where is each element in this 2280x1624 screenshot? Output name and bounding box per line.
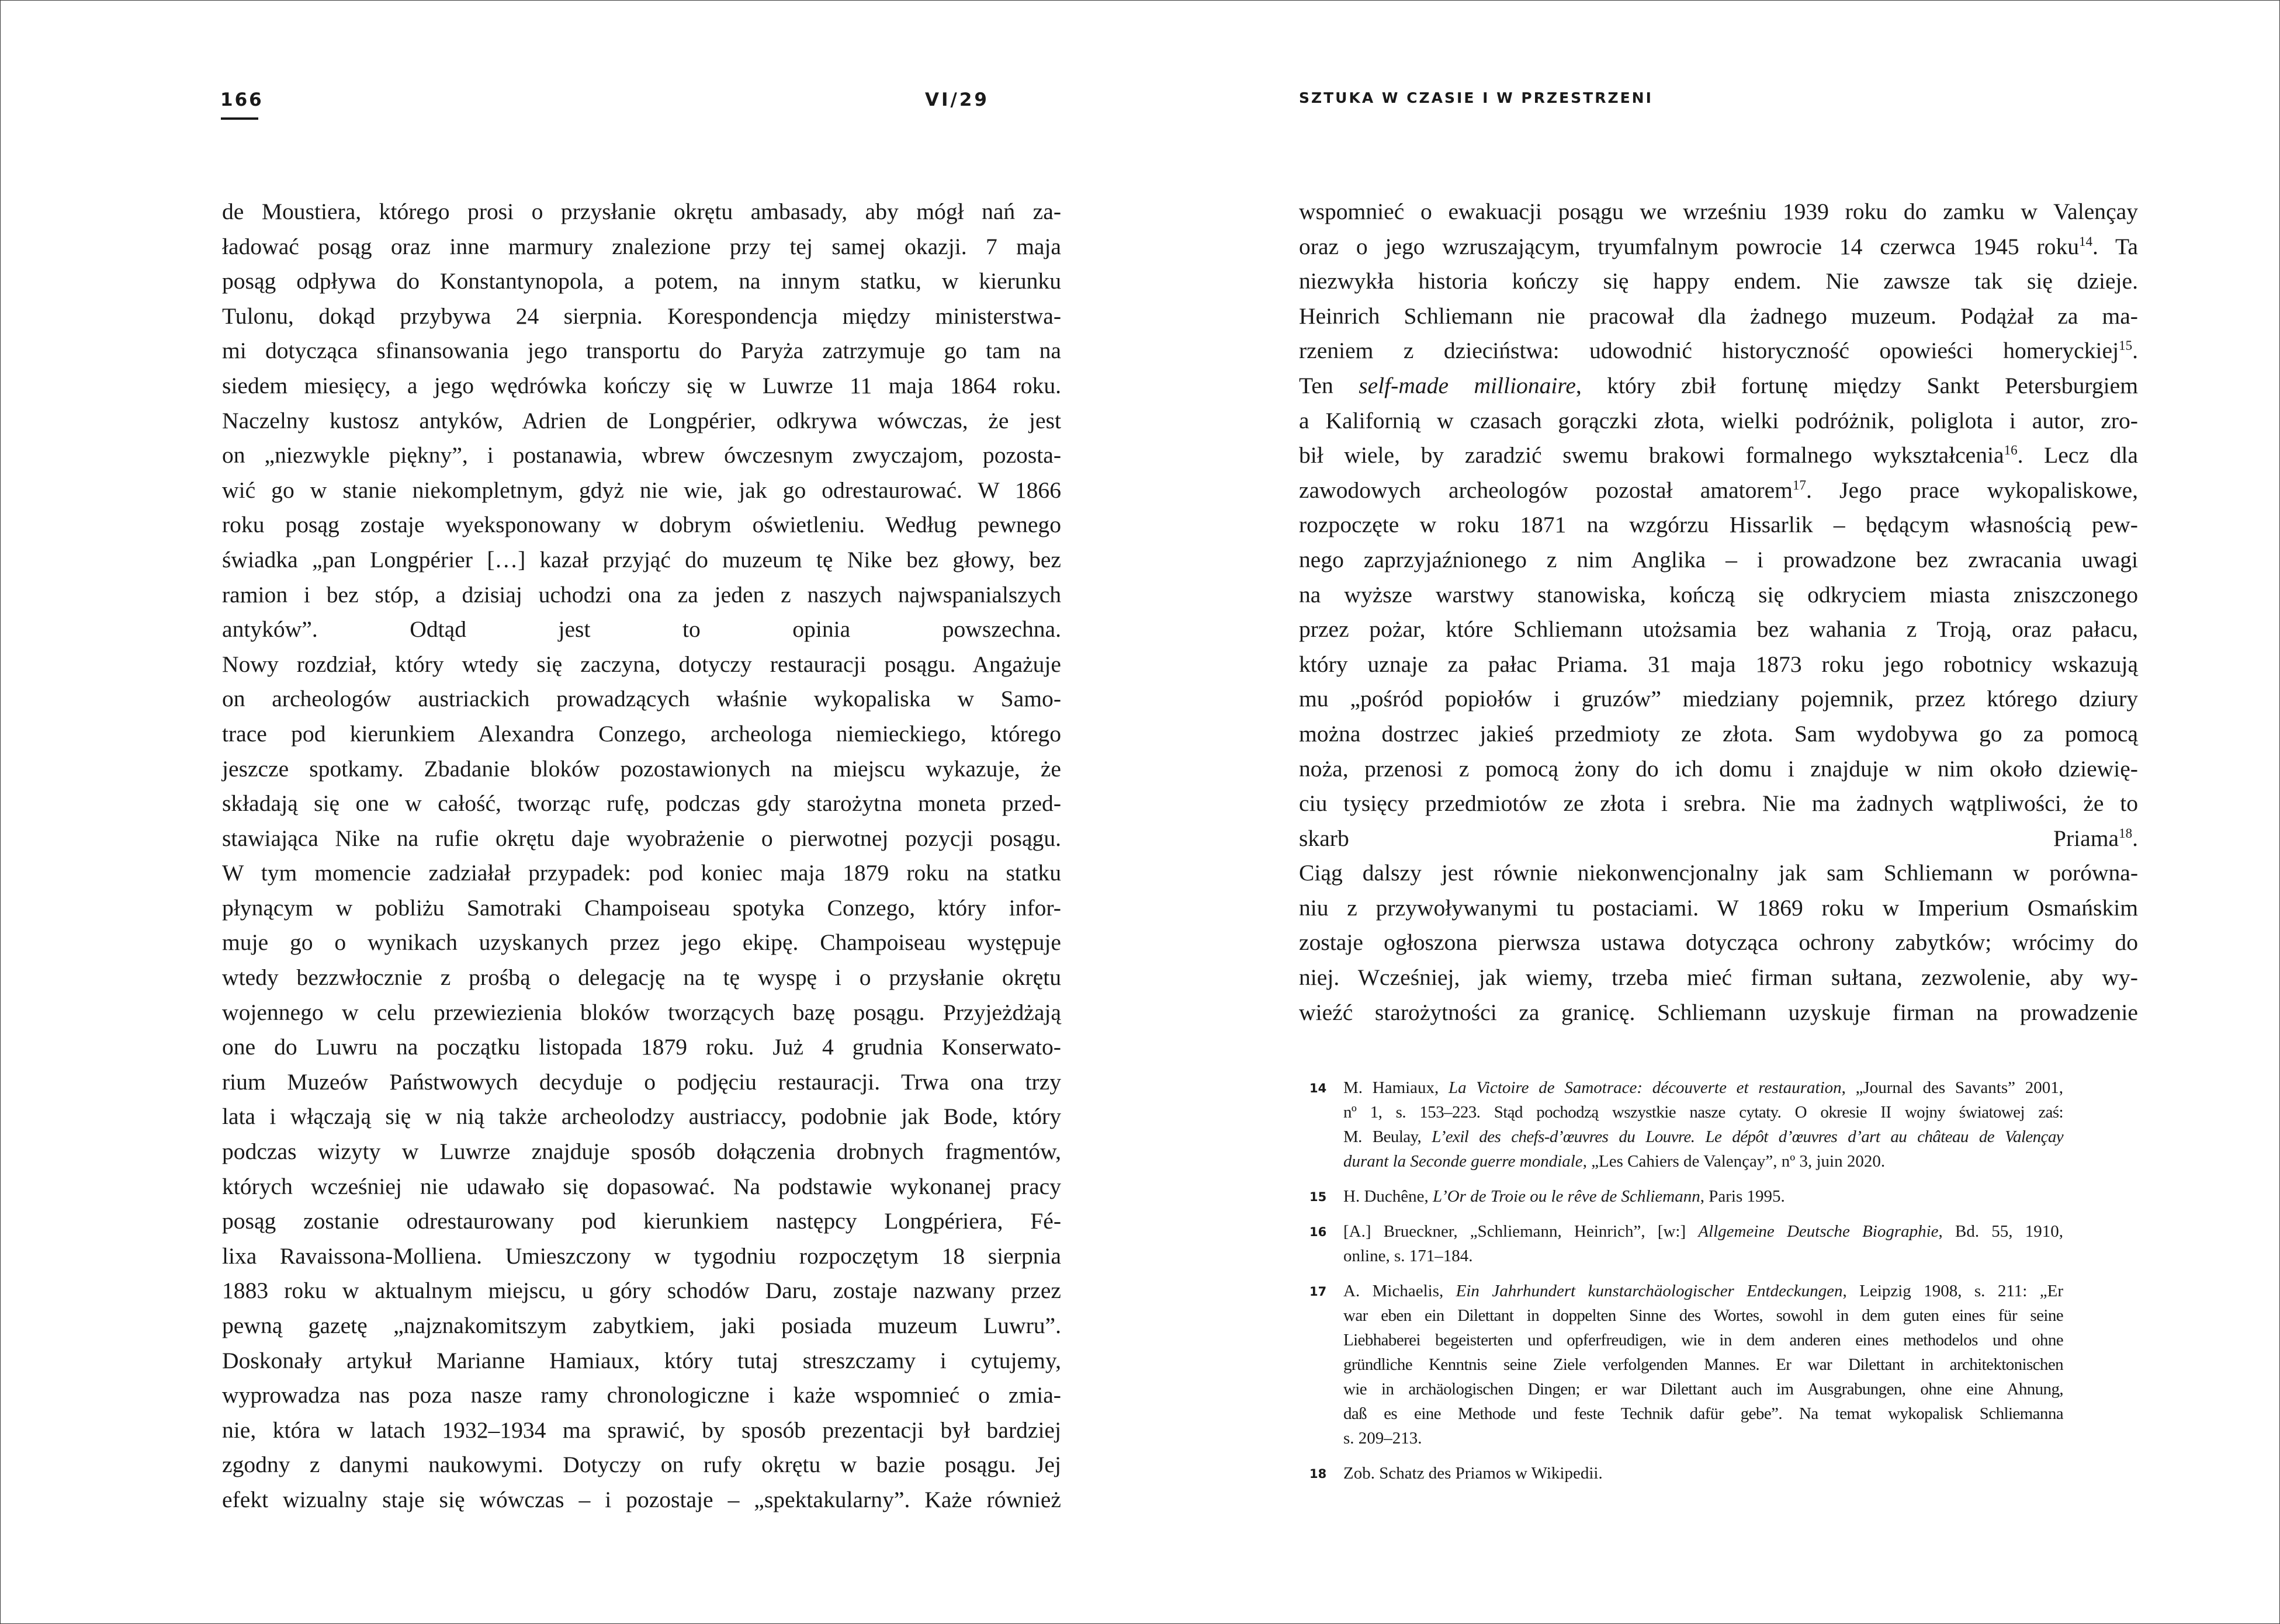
footnote-ref-16[interactable]: 16 [2004,442,2018,457]
footnote-ref-18[interactable]: 18 [2119,825,2133,841]
footnotes [1309,1075,2063,1496]
right-paragraph-1: wspomnieć o ewakuacji posągu we wrześniu 1939 roku do zamku w Valençay oraz o jego wzruszającym, tryumfalnym powrocie 14 czerwca 1945 roku$^{14}$. Ta niezwykła historia kończy się happy endem. Nie zawsze tak się dzieje. [1299,199,2138,294]
page-number-rule [221,117,258,120]
left-text-column [222,195,1061,1518]
issue-number: VI/29 [925,89,989,110]
footnote-ref-14[interactable]: 14 [2079,234,2093,249]
right-paragraph-3: Ciąg dalszy jest równie niekonwencjonalny jak sam Schliemann w porówna- niu z przywoływanymi tu postaciami. W 1869 roku w Imperium Osmańskim zostaje ogłoszona pierwsza ustawa dotycząca ochrony zabytków; wrócimy do niej. Wcześniej, jak wiemy, trzeba mieć firman sułtana, zezwolenie, aby wy- wieźć starożytności za granicę. Schliemann uzyskuje firman na prowadzenie [1299,860,2138,1025]
left-paragraph-3: W tym momencie zadziałał przypadek: pod koniec maja 1879 roku na statku płynącym w pobliżu Samotraki Champoiseau spotyka Conzego, który infor- muje go o wynikach uzyskanych przez jego ekipę. Champoiseau występuje wtedy bezzwłocznie z prośbą o delegację na tę wyspę i o przysłanie okrętu wojennego w celu przewiezienia bloków tworzących bazę posągu. Przyjeżdżają one do Luwru na początku listopada 1879 roku. Już 4 grudnia Konserwato- rium Muzeów Państwowych decyduje o podjęciu restauracji. Trwa ona trzy lata i włączają się w nią także archeolodzy austriaccy, podobnie jak Bode, który podczas wizyty w Luwrze znajduje sposób dołączenia drobnych fragmentów, których wcześniej nie udawało się dopasować. Na podstawie wykonanej pracy posąg zostanie odrestaurowany pod kierunkiem następcy Longpériera, Fé- lixa Ravaissona-Molliena. Umieszczony w tygodniu rozpoczętym 18 sierpnia 1883 roku w aktualnym miejscu, u góry schodów Daru, zostaje nazwany przez pewną gazetę „najznakomitszym zabytkiem, jaki posiada muzeum Luwru”. [222,860,1061,1338]
left-paragraph-4: Doskonały artykuł Marianne Hamiaux, który tutaj streszczamy i cytujemy, wyprowadza nas poza nasze ramy chronologiczne i każe wspomnieć o zmia- nie, która w latach 1932–1934 ma sprawić, by sposób prezentacji był bardziej zgodny z danymi naukowymi. Dotyczy on rufy okrętu w bazie posągu. Jej efekt wizualny staje się wówczas – i pozostaje – „spektakularny”. Każe również [222,1347,1061,1512]
running-title: SZTUKA W CZASIE I W PRZESTRZENI [1299,89,1653,106]
footnote-16: 16 [A.] Brueckner, „Schliemann, Heinrich”, [w:] Allgemeine Deutsche Biographie, Bd. 55, 1910, online, s. 171–184. [1309,1219,2063,1268]
right-paragraph-2: Heinrich Schliemann nie pracował dla żadnego muzeum. Podążał za ma- rzeniem z dzieciństwa: udowodnić historyczność opowieści homeryckiej$^{15}$. Ten self-made millionaire, który zbił fortunę między Sankt Petersburgiem a Kalifornią w czasach gorączki złota, wielki podróżnik, poliglota i autor, zro- bił wiele, by zaradzić swemu brakowi formalnego wykształcenia$^{16}$. Lecz dla zawodowych archeologów pozostał amatorem$^{17}$. Jego prace wykopaliskowe, rozpoczęte w roku 1871 na wzgórzu Hissarlik – będącym własnością pew- nego zaprzyjaźnionego z nim Anglika – i prowadzone bez zwracania uwagi na wyższe warstwy stanowiska, kończą się odkryciem miasta zniszczonego przez pożar, które Schliemann utożsamia bez wahania z Troją, oraz pałacu, który uznaje za pałac Priama. 31 maja 1873 roku jego robotnicy wskazują mu „pośród popiołów i gruzów” miedziany pojemnik, przez którego dziury można dostrzec jakieś przedmioty ze złota. Sam wydobywa go za pomocą noża, przenosi z pomocą żony do ich domu i znajduje w nim około dziewię- ciu tysięcy przedmiotów ze złota i srebra. Nie ma żadnych wątpliwości, że to skarb Priama$^{18}$. [1299,303,2138,851]
footnote-ref-17[interactable]: 17 [1792,477,1806,492]
page-number: 166 [220,89,264,110]
footnote-15: 15 H. Duchêne, L’Or de Troie ou le rêve de Schliemann, Paris 1995. [1309,1184,2063,1209]
footnote-number: 16 [1309,1225,1327,1239]
footnote-14: 14 M. Hamiaux, La Victoire de Samotrace: découverte et restauration, „Journal des Savants” 2001, nº 1, s. 153–223. Stąd pochodzą wszystkie nasze cytaty. O okresie II wojny światowej zaś: M. Beulay, L’exil des chefs-d’œuvres du Louvre. Le dépôt d’œuvres d’art au château de Valençay durant la Seconde guerre mondiale, „Les Cahiers de Valençay”, nº 3, juin 2020. [1309,1075,2063,1174]
left-paragraph-2: Nowy rozdział, który wtedy się zaczyna, dotyczy restauracji posągu. Angażuje on archeologów austriackich prowadzących właśnie wykopaliska w Samo- trace pod kierunkiem Alexandra Conzego, archeologa niemieckiego, którego jeszcze spotkamy. Zbadanie bloków pozostawionych na miejscu wykazuje, że składają się one w całość, tworząc rufę, podczas gdy starożytna moneta przed- stawiająca Nike na rufie okrętu daje wyobrażenie o pierwotnej pozycji posągu. [222,651,1061,851]
footnote-17: 17 A. Michaelis, Ein Jahrhundert kunstarchäologischer Entdeckungen, Leipzig 1908, s. 211: „Er war eben ein Dilettant in doppelten Sinne des Wortes, sowohl in dem guten eines für seine Liebhaberei begeisterten und opferfreudigen, wie in dem anderen eines methodelos und ohne gründliche Kenntnis seine Ziele verfolgenden Mannes. Er war Dilettant in architektonischen wie in archäologischen Dingen; er war Dilettant auch im Ausgrabungen, ohne eine Ahnung, daß es eine Methode und feste Technik dafür gebe”. Na temat wykopalisk Schliemanna s. 209–213. [1309,1279,2063,1451]
footnote-number: 18 [1309,1467,1327,1481]
footnote-18: 18 Zob. Schatz des Priamos w Wikipedii. [1309,1461,2063,1486]
right-text-column [1299,195,2138,1030]
footnote-number: 15 [1309,1190,1327,1204]
footnote-number: 17 [1309,1285,1327,1299]
left-paragraph-1: de Moustiera, którego prosi o przysłanie okrętu ambasady, aby mógł nań za- ładować posąg oraz inne marmury znalezione przy tej samej okazji. 7 maja posąg odpływa do Konstantynopola, a potem, na innym statku, w kierunku Tulonu, dokąd przybywa 24 sierpnia. Korespondencja między ministerstwa- mi dotycząca sfinansowania jego transportu do Paryża zatrzymuje go tam na siedem miesięcy, a jego wędrówka kończy się w Luwrze 11 maja 1864 roku. Naczelny kustosz antyków, Adrien de Longpérier, odkrywa wówczas, że jest on „niezwykle piękny”, i postanawia, wbrew ówczesnym zwyczajom, pozosta- wić go w stanie niekompletnym, gdyż nie wie, jak go odrestaurować. W 1866 roku posąg zostaje wyeksponowany w dobrym oświetleniu. Według pewnego świadka „pan Longpérier […] kazał przyjąć do muzeum tę Nike bez głowy, bez ramion i bez stóp, a dzisiaj uchodzi ona za jeden z naszych najwspanialszych antyków”. Odtąd jest to opinia powszechna. [222,199,1061,643]
footnote-number: 14 [1309,1081,1327,1095]
footnote-ref-15[interactable]: 15 [2119,338,2133,353]
